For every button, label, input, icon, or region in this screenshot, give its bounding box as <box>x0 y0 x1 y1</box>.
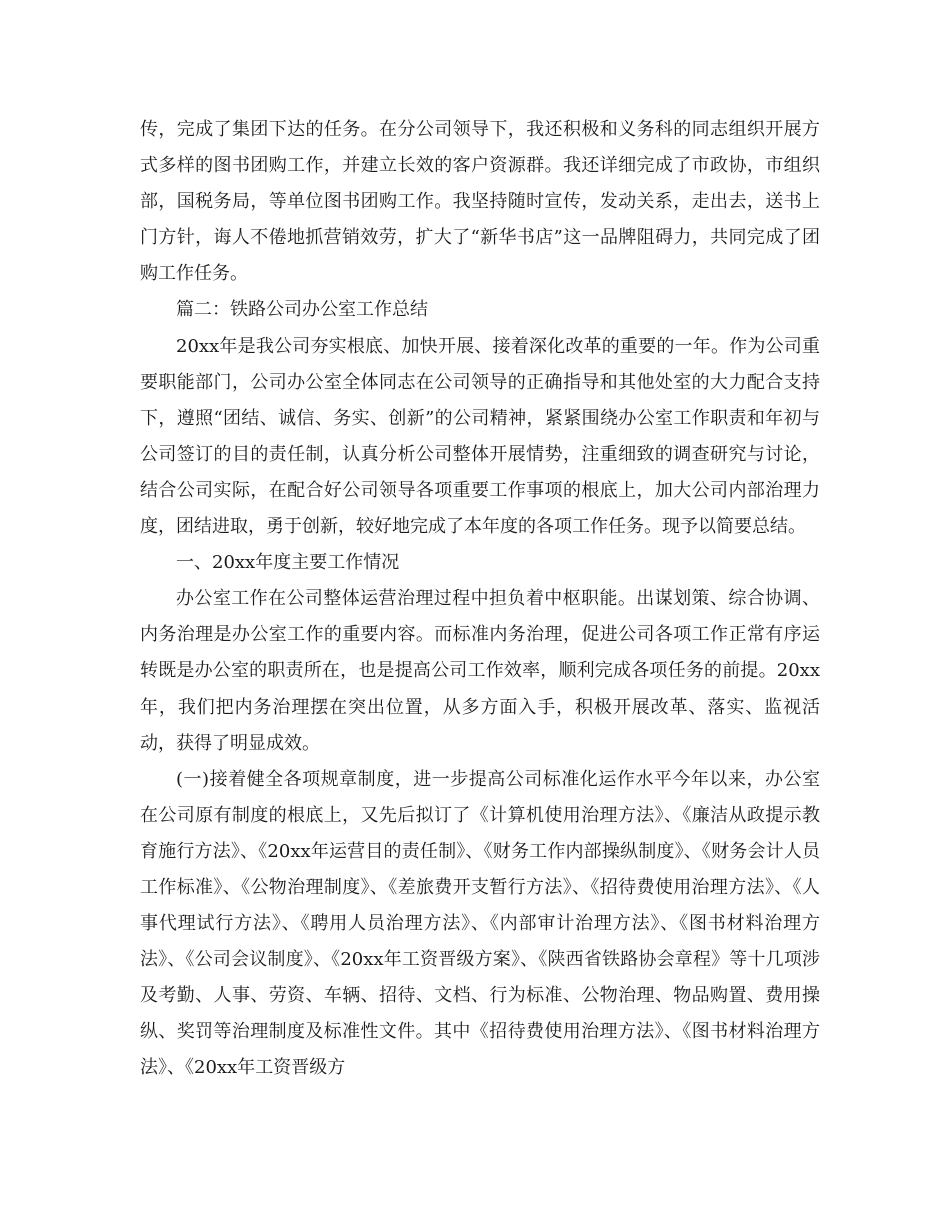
document-body <box>140 112 820 1087</box>
section-heading-main-work: 一、20xx年度主要工作情况 <box>176 552 400 574</box>
paragraph-continuation: 传，完成了集团下达的任务。在分公司领导下，我还积极和义务科的同志组织开展方式多样的图书团购工作，并建立长效的客户资源群。我还详细完成了市政协，市组织部，国税务局，等单位图书团购工作。我坚持随时宣传，发动关系，走出去，送书上门方针，诲人不倦地抓营销效劳，扩大了“新华书店”这一品牌阻碍力，共同完成了团购工作任务。 <box>140 119 820 285</box>
section-heading-article-two: 篇二：铁路公司办公室工作总结 <box>176 299 428 321</box>
paragraph-regulations: (一)接着健全各项规章制度，进一步提高公司标准化运作水平今年以来，办公室在公司原有制度的根底上，又先后拟订了《计算机使用治理方法》、《廉洁从政提示教育施行方法》、《20xx年运营目的责任制》、《财务工作内部操纵制度》、《财务会计人员工作标准》、《公物治理制度》、《差旅费开支暂行方法》、《招待费使用治理方法》、《人事代理试行方法》、《聘用人员治理方法》、《内部审计治理方法》、《图书材料治理方法》、《公司会议制度》、《20xx年工资晋级方案》、《陕西省铁路协会章程》等十几项涉及考勤、人事、劳资、车辆、招待、文档、行为标准、公物治理、物品购置、费用操纵、奖罚等治理制度及标准性文件。其中《招待费使用治理方法》、《图书材料治理方法》、《20xx年工资晋级方 <box>140 768 820 1079</box>
paragraph-intro: 20xx年是我公司夯实根底、加快开展、接着深化改革的重要的一年。作为公司重要职能部门，公司办公室全体同志在公司领导的正确指导和其他处室的大力配合支持下，遵照“团结、诚信、务实、创新”的公司精神，紧紧围绕办公室工作职责和年初与公司签订的目的责任制，认真分析公司整体开展情势，注重细致的调查研究与讨论，结合公司实际，在配合好公司领导各项重要工作事项的根底上，加大公司内部治理力度，团结进取，勇于创新，较好地完成了本年度的各项工作任务。现予以简要总结。 <box>140 335 820 538</box>
paragraph-internal-affairs: 办公室工作在公司整体运营治理过程中担负着中枢职能。出谋划策、综合协调、内务治理是办公室工作的重要内容。而标准内务治理，促进公司各项工作正常有序运转既是办公室的职责所在，也是提高公司工作效率，顺利完成各项任务的前提。20xx年，我们把内务治理摆在突出位置，从多方面入手，积极开展改革、落实、监视活动，获得了明显成效。 <box>140 588 820 754</box>
